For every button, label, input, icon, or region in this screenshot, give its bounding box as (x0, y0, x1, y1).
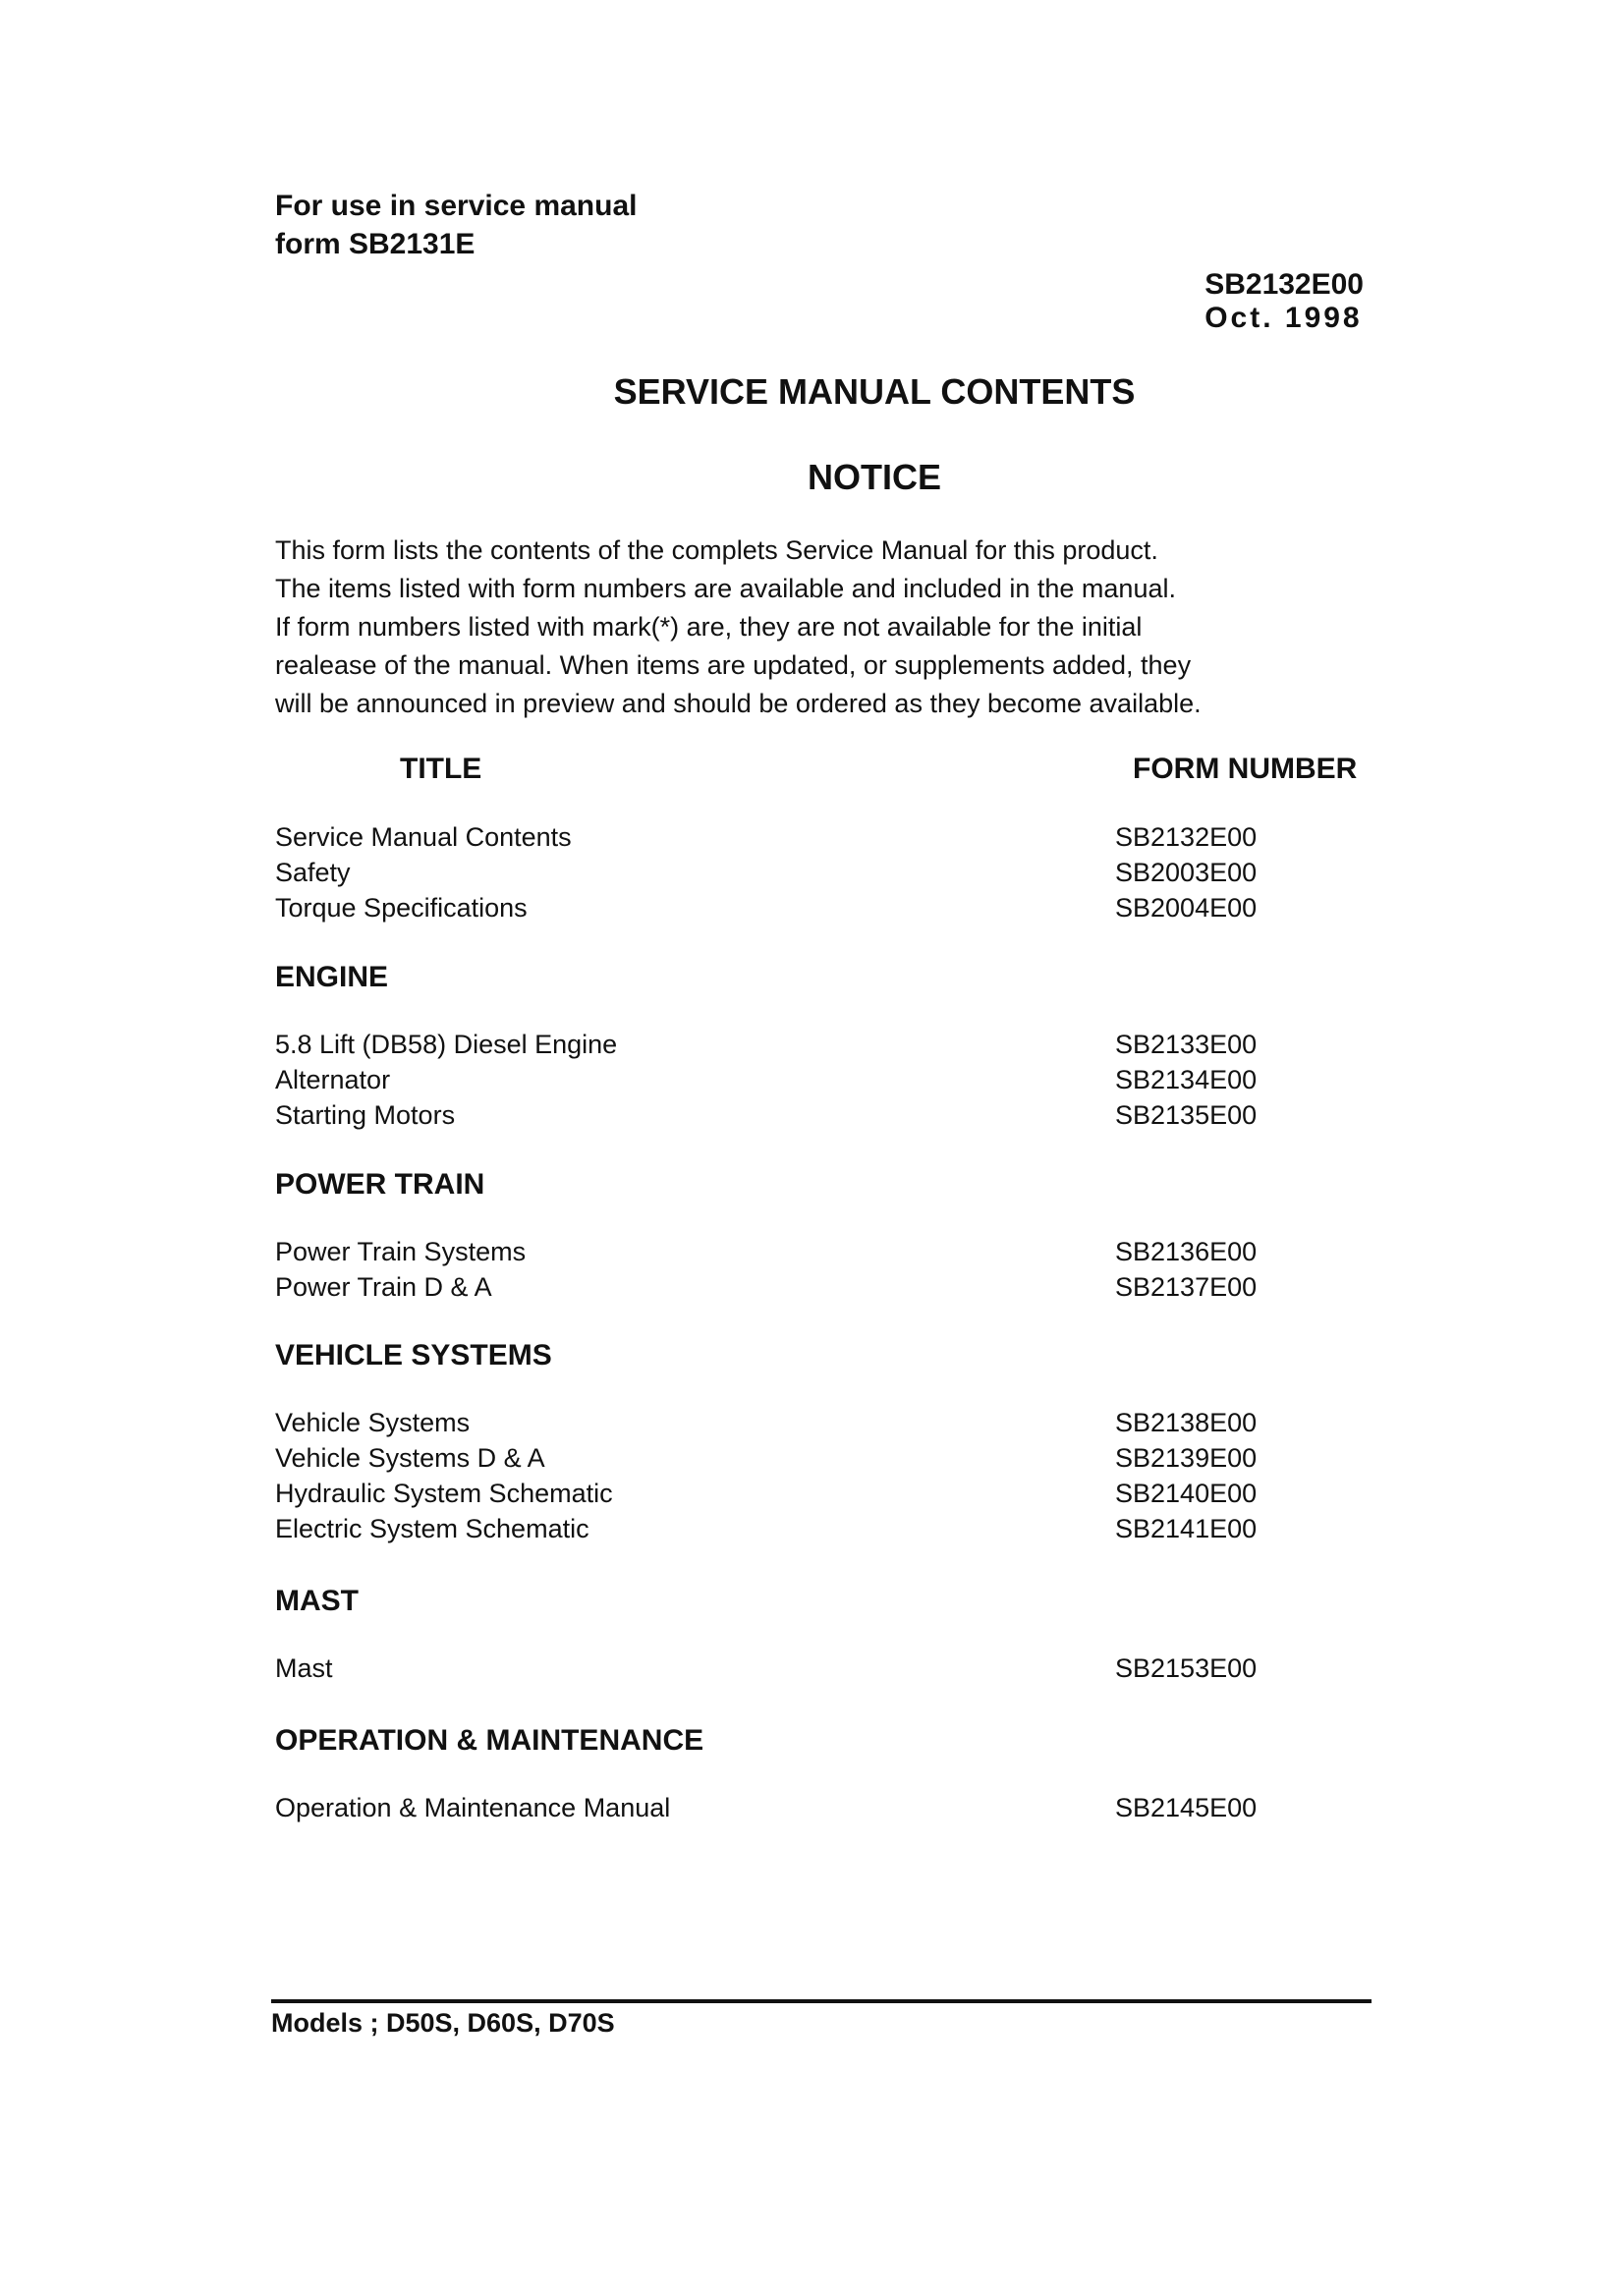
contents-row (275, 1440, 1375, 1476)
contents-row (275, 1511, 1375, 1546)
item-title: Operation & Maintenance Manual (275, 1793, 671, 1822)
document-date: Oct. 1998 (1204, 302, 1363, 334)
notice-line: realease of the manual. When items are updated, or supplements added, they (275, 650, 1192, 680)
item-form-number: SB2145E00 (1115, 1793, 1258, 1822)
contents-row (275, 1027, 1375, 1062)
contents-row (275, 1790, 1375, 1825)
section-heading: VEHICLE SYSTEMS (275, 1339, 552, 1371)
use-note (275, 187, 637, 263)
notice-line: The items listed with form numbers are available and included in the manual. (275, 574, 1176, 603)
item-form-number: SB2153E00 (1115, 1653, 1258, 1683)
use-note-line-1: For use in service manual (275, 190, 638, 222)
section-heading: ENGINE (275, 961, 389, 993)
item-title: Safety (275, 858, 351, 887)
item-title: Torque Specifications (275, 893, 528, 923)
item-title: Mast (275, 1653, 333, 1683)
notice-body (275, 532, 1258, 723)
section-vehicle-systems (275, 1336, 1375, 1546)
contents-row (275, 1405, 1375, 1440)
item-title: Power Train Systems (275, 1237, 527, 1266)
item-form-number: SB2140E00 (1115, 1479, 1258, 1508)
column-header-title: TITLE (400, 753, 482, 785)
item-title: 5.8 Lift (DB58) Diesel Engine (275, 1030, 618, 1059)
item-form-number: SB2138E00 (1115, 1408, 1258, 1437)
item-form-number: SB2134E00 (1115, 1065, 1258, 1094)
contents-row (275, 855, 1375, 890)
contents-row (275, 1651, 1375, 1686)
item-title: Alternator (275, 1065, 391, 1094)
item-form-number: SB2139E00 (1115, 1443, 1258, 1473)
footer-divider (271, 1999, 1372, 2003)
contents-row (275, 1234, 1375, 1269)
section-operation-maintenance (275, 1721, 1375, 1825)
item-title: Electric System Schematic (275, 1514, 589, 1543)
contents-row (275, 819, 1375, 855)
item-title: Starting Motors (275, 1100, 456, 1130)
item-title: Service Manual Contents (275, 822, 572, 852)
footer-models: Models ; D50S, D60S, D70S (271, 2008, 615, 2038)
contents-row (275, 1097, 1375, 1133)
item-form-number: SB2141E00 (1115, 1514, 1258, 1543)
item-title: Vehicle Systems (275, 1408, 471, 1437)
item-form-number: SB2004E00 (1115, 893, 1258, 923)
section-heading: POWER TRAIN (275, 1168, 485, 1201)
notice-heading: NOTICE (807, 457, 941, 497)
item-form-number: SB2136E00 (1115, 1237, 1258, 1266)
item-form-number: SB2135E00 (1115, 1100, 1258, 1130)
notice-line: This form lists the contents of the complets Service Manual for this product. (275, 535, 1158, 565)
item-title: Vehicle Systems D & A (275, 1443, 545, 1473)
item-title: Hydraulic System Schematic (275, 1479, 613, 1508)
item-form-number: SB2132E00 (1115, 822, 1258, 852)
page-title: SERVICE MANUAL CONTENTS (613, 371, 1136, 412)
notice-line: will be announced in preview and should be ordered as they become available. (275, 689, 1202, 718)
item-title: Power Train D & A (275, 1272, 492, 1302)
contents-row (275, 1269, 1375, 1305)
section-mast (275, 1582, 1375, 1686)
item-form-number: SB2137E00 (1115, 1272, 1258, 1302)
section-general (275, 819, 1375, 925)
column-header-form-number: FORM NUMBER (1133, 753, 1358, 785)
item-form-number: SB2003E00 (1115, 858, 1258, 887)
item-form-number: SB2133E00 (1115, 1030, 1258, 1059)
document-form-number: SB2132E00 (1204, 268, 1364, 301)
contents-row (275, 890, 1375, 925)
use-note-line-2: form SB2131E (275, 228, 476, 260)
contents-row (275, 1476, 1375, 1511)
section-heading: OPERATION & MAINTENANCE (275, 1724, 704, 1757)
section-power-train (275, 1165, 1375, 1305)
document-reference (1204, 268, 1364, 335)
contents-row (275, 1062, 1375, 1097)
section-engine (275, 958, 1375, 1133)
section-heading: MAST (275, 1585, 359, 1617)
notice-line: If form numbers listed with mark(*) are, they are not available for the initial (275, 612, 1143, 642)
